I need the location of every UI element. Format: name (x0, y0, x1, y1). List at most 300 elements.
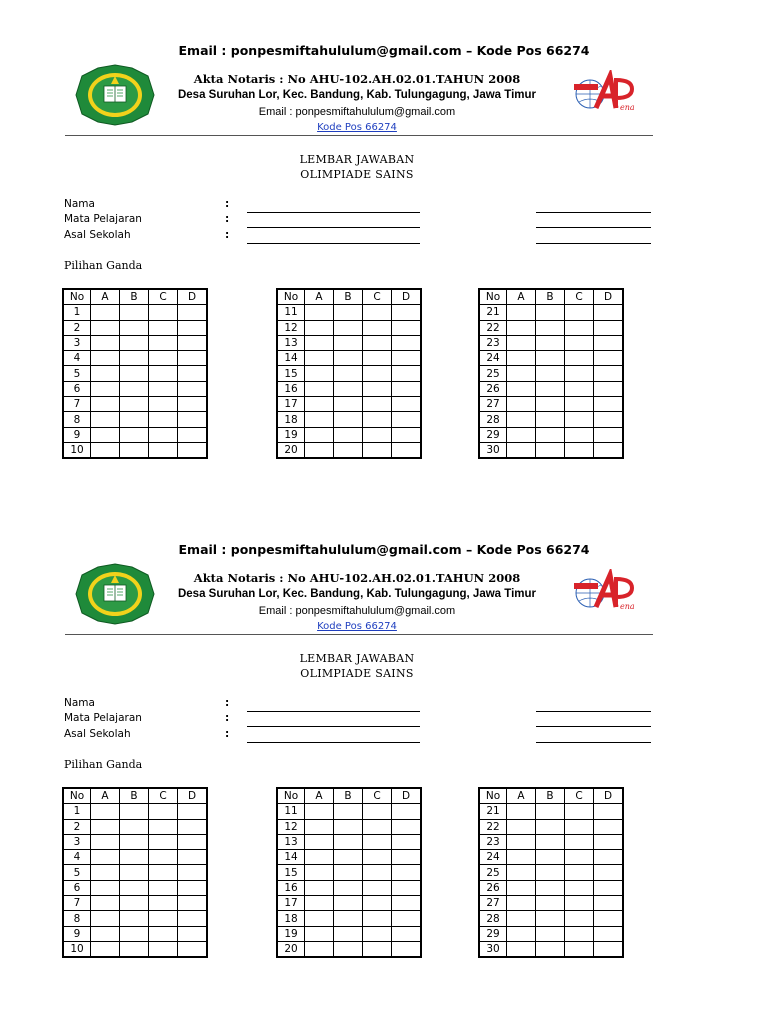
question-number: 13 (277, 834, 305, 849)
answer-option-cell[interactable] (594, 865, 624, 880)
answer-option-cell[interactable] (149, 412, 178, 427)
answer-option-cell[interactable] (392, 366, 422, 381)
answer-option-cell[interactable] (536, 305, 565, 320)
answer-option-cell[interactable] (392, 819, 422, 834)
answer-option-cell[interactable] (594, 366, 624, 381)
answer-option-cell[interactable] (536, 819, 565, 834)
answer-option-cell[interactable] (565, 427, 594, 442)
answer-option-cell[interactable] (149, 320, 178, 335)
answer-option-cell[interactable] (91, 896, 120, 911)
answer-option-cell[interactable] (120, 834, 149, 849)
answer-option-cell[interactable] (536, 335, 565, 350)
sheet-title: LEMBAR JAWABAN (299, 153, 415, 166)
answer-option-cell[interactable] (305, 397, 334, 412)
answer-option-cell[interactable] (565, 850, 594, 865)
mata-pelajaran-input-line[interactable] (247, 726, 420, 727)
answer-option-cell[interactable] (392, 412, 422, 427)
answer-option-cell[interactable] (507, 941, 536, 957)
answer-option-cell[interactable] (120, 865, 149, 880)
answer-option-cell[interactable] (178, 896, 208, 911)
answer-option-cell[interactable] (91, 865, 120, 880)
answer-option-cell[interactable] (120, 926, 149, 941)
answer-option-cell[interactable] (594, 351, 624, 366)
answer-option-cell[interactable] (392, 427, 422, 442)
answer-option-cell[interactable] (334, 305, 363, 320)
answer-option-cell[interactable] (305, 335, 334, 350)
table-row (479, 865, 623, 880)
answer-option-cell[interactable] (149, 819, 178, 834)
table-row (63, 896, 207, 911)
answer-option-cell[interactable] (305, 926, 334, 941)
answer-option-cell[interactable] (363, 880, 392, 895)
table-header-cell: A (507, 289, 536, 305)
answer-option-cell[interactable] (594, 819, 624, 834)
answer-option-cell[interactable] (178, 397, 208, 412)
question-number: 28 (479, 412, 507, 427)
answer-option-cell[interactable] (120, 397, 149, 412)
answer-option-cell[interactable] (178, 427, 208, 442)
answer-option-cell[interactable] (91, 366, 120, 381)
nama-input-line[interactable] (247, 212, 420, 213)
answer-option-cell[interactable] (594, 397, 624, 412)
answer-option-cell[interactable] (305, 804, 334, 819)
answer-option-cell[interactable] (392, 941, 422, 957)
answer-option-cell[interactable] (507, 834, 536, 849)
answer-option-cell[interactable] (507, 926, 536, 941)
svg-text:ena: ena (620, 602, 635, 611)
answer-sheet-section (0, 499, 768, 999)
answer-option-cell[interactable] (305, 834, 334, 849)
answer-option-cell[interactable] (305, 850, 334, 865)
answer-option-cell[interactable] (594, 911, 624, 926)
answer-option-cell[interactable] (149, 351, 178, 366)
question-number: 6 (63, 381, 91, 396)
answer-option-cell[interactable] (120, 911, 149, 926)
answer-table-3 (478, 787, 624, 958)
answer-option-cell[interactable] (178, 911, 208, 926)
answer-option-cell[interactable] (305, 911, 334, 926)
answer-option-cell[interactable] (594, 941, 624, 957)
question-number: 20 (277, 442, 305, 458)
answer-option-cell[interactable] (565, 896, 594, 911)
answer-option-cell[interactable] (178, 880, 208, 895)
table-header-cell: A (91, 289, 120, 305)
answer-option-cell[interactable] (334, 896, 363, 911)
answer-option-cell[interactable] (91, 351, 120, 366)
answer-option-cell[interactable] (536, 366, 565, 381)
answer-option-cell[interactable] (334, 351, 363, 366)
answer-option-cell[interactable] (305, 941, 334, 957)
answer-option-cell[interactable] (91, 850, 120, 865)
answer-option-cell[interactable] (120, 412, 149, 427)
answer-option-cell[interactable] (536, 850, 565, 865)
answer-option-cell[interactable] (536, 896, 565, 911)
answer-option-cell[interactable] (305, 351, 334, 366)
answer-option-cell[interactable] (149, 335, 178, 350)
answer-option-cell[interactable] (91, 941, 120, 957)
answer-option-cell[interactable] (91, 911, 120, 926)
answer-option-cell[interactable] (120, 305, 149, 320)
answer-option-cell[interactable] (565, 926, 594, 941)
table-header-cell: No (63, 289, 91, 305)
extra-input-line[interactable] (536, 227, 651, 228)
answer-option-cell[interactable] (334, 911, 363, 926)
answer-option-cell[interactable] (565, 412, 594, 427)
answer-option-cell[interactable] (91, 834, 120, 849)
answer-option-cell[interactable] (536, 880, 565, 895)
answer-option-cell[interactable] (334, 366, 363, 381)
answer-option-cell[interactable] (305, 880, 334, 895)
answer-option-cell[interactable] (392, 351, 422, 366)
answer-option-cell[interactable] (149, 926, 178, 941)
answer-option-cell[interactable] (392, 865, 422, 880)
answer-option-cell[interactable] (91, 397, 120, 412)
field-colon: : (225, 712, 230, 724)
table-row (277, 880, 421, 895)
answer-option-cell[interactable] (363, 926, 392, 941)
answer-option-cell[interactable] (594, 320, 624, 335)
mata-pelajaran-input-line[interactable] (247, 227, 420, 228)
answer-option-cell[interactable] (149, 397, 178, 412)
answer-option-cell[interactable] (120, 819, 149, 834)
asal-sekolah-input-line[interactable] (247, 742, 420, 743)
answer-option-cell[interactable] (363, 427, 392, 442)
answer-option-cell[interactable] (91, 381, 120, 396)
answer-option-cell[interactable] (565, 381, 594, 396)
field-label-mata-pelajaran: Mata Pelajaran (64, 712, 142, 724)
answer-option-cell[interactable] (178, 941, 208, 957)
answer-option-cell[interactable] (334, 926, 363, 941)
answer-option-cell[interactable] (334, 941, 363, 957)
answer-option-cell[interactable] (507, 320, 536, 335)
table-row (479, 834, 623, 849)
answer-option-cell[interactable] (120, 381, 149, 396)
answer-option-cell[interactable] (149, 896, 178, 911)
answer-option-cell[interactable] (363, 305, 392, 320)
answer-option-cell[interactable] (305, 381, 334, 396)
answer-option-cell[interactable] (305, 412, 334, 427)
answer-option-cell[interactable] (363, 941, 392, 957)
answer-option-cell[interactable] (565, 911, 594, 926)
answer-option-cell[interactable] (178, 381, 208, 396)
answer-option-cell[interactable] (536, 804, 565, 819)
answer-option-cell[interactable] (392, 442, 422, 458)
answer-option-cell[interactable] (507, 366, 536, 381)
answer-option-cell[interactable] (305, 366, 334, 381)
answer-option-cell[interactable] (120, 320, 149, 335)
table-row (63, 926, 207, 941)
answer-option-cell[interactable] (565, 335, 594, 350)
answer-option-cell[interactable] (507, 850, 536, 865)
answer-option-cell[interactable] (334, 397, 363, 412)
answer-option-cell[interactable] (305, 865, 334, 880)
answer-option-cell[interactable] (334, 850, 363, 865)
extra-input-line[interactable] (536, 726, 651, 727)
answer-option-cell[interactable] (363, 412, 392, 427)
answer-option-cell[interactable] (565, 366, 594, 381)
answer-option-cell[interactable] (120, 366, 149, 381)
answer-option-cell[interactable] (363, 381, 392, 396)
answer-option-cell[interactable] (91, 819, 120, 834)
answer-option-cell[interactable] (536, 381, 565, 396)
answer-option-cell[interactable] (594, 442, 624, 458)
top-email-line: Email : ponpesmiftahululum@gmail.com – Kode Pos 66274 (178, 542, 590, 557)
question-number: 16 (277, 381, 305, 396)
extra-input-line[interactable] (536, 711, 651, 712)
answer-option-cell[interactable] (536, 412, 565, 427)
answer-option-cell[interactable] (363, 397, 392, 412)
answer-option-cell[interactable] (363, 804, 392, 819)
kode-pos-link[interactable]: Kode Pos 66274 (317, 122, 397, 133)
answer-option-cell[interactable] (392, 896, 422, 911)
answer-option-cell[interactable] (594, 850, 624, 865)
answer-option-cell[interactable] (120, 351, 149, 366)
answer-option-cell[interactable] (536, 865, 565, 880)
table-header-row (479, 788, 623, 804)
extra-input-line[interactable] (536, 243, 651, 244)
answer-option-cell[interactable] (536, 911, 565, 926)
answer-option-cell[interactable] (363, 320, 392, 335)
answer-option-cell[interactable] (392, 804, 422, 819)
answer-option-cell[interactable] (507, 397, 536, 412)
answer-option-cell[interactable] (91, 412, 120, 427)
answer-option-cell[interactable] (392, 320, 422, 335)
question-number: 23 (479, 834, 507, 849)
answer-option-cell[interactable] (178, 865, 208, 880)
answer-option-cell[interactable] (536, 834, 565, 849)
table-row (63, 941, 207, 957)
extra-input-line[interactable] (536, 212, 651, 213)
answer-option-cell[interactable] (565, 397, 594, 412)
answer-option-cell[interactable] (363, 351, 392, 366)
answer-table-1 (62, 288, 208, 459)
answer-option-cell[interactable] (178, 320, 208, 335)
answer-option-cell[interactable] (363, 335, 392, 350)
answer-option-cell[interactable] (594, 335, 624, 350)
answer-option-cell[interactable] (334, 819, 363, 834)
table-row (479, 335, 623, 350)
nama-input-line[interactable] (247, 711, 420, 712)
answer-option-cell[interactable] (334, 412, 363, 427)
kode-pos-link[interactable]: Kode Pos 66274 (317, 621, 397, 632)
answer-option-cell[interactable] (120, 850, 149, 865)
answer-option-cell[interactable] (363, 896, 392, 911)
asal-sekolah-input-line[interactable] (247, 243, 420, 244)
answer-option-cell[interactable] (507, 896, 536, 911)
answer-option-cell[interactable] (178, 366, 208, 381)
answer-option-cell[interactable] (91, 305, 120, 320)
answer-option-cell[interactable] (305, 305, 334, 320)
answer-option-cell[interactable] (392, 397, 422, 412)
question-number: 24 (479, 351, 507, 366)
answer-option-cell[interactable] (305, 819, 334, 834)
answer-option-cell[interactable] (149, 911, 178, 926)
table-row (479, 896, 623, 911)
answer-option-cell[interactable] (392, 381, 422, 396)
answer-option-cell[interactable] (305, 442, 334, 458)
answer-option-cell[interactable] (363, 366, 392, 381)
table-row (479, 819, 623, 834)
answer-option-cell[interactable] (594, 896, 624, 911)
answer-option-cell[interactable] (363, 834, 392, 849)
table-header-cell: D (178, 788, 208, 804)
answer-option-cell[interactable] (334, 880, 363, 895)
answer-option-cell[interactable] (507, 442, 536, 458)
table-header-cell: D (392, 788, 422, 804)
answer-option-cell[interactable] (392, 305, 422, 320)
answer-option-cell[interactable] (149, 804, 178, 819)
answer-option-cell[interactable] (507, 305, 536, 320)
answer-option-cell[interactable] (363, 819, 392, 834)
answer-option-cell[interactable] (363, 850, 392, 865)
answer-option-cell[interactable] (536, 320, 565, 335)
answer-option-cell[interactable] (392, 834, 422, 849)
answer-option-cell[interactable] (363, 442, 392, 458)
answer-option-cell[interactable] (178, 804, 208, 819)
answer-option-cell[interactable] (507, 880, 536, 895)
answer-option-cell[interactable] (91, 880, 120, 895)
answer-option-cell[interactable] (565, 865, 594, 880)
answer-option-cell[interactable] (392, 911, 422, 926)
answer-option-cell[interactable] (565, 834, 594, 849)
answer-option-cell[interactable] (120, 896, 149, 911)
table-row (63, 366, 207, 381)
question-number: 28 (479, 911, 507, 926)
table-row (277, 320, 421, 335)
answer-option-cell[interactable] (178, 412, 208, 427)
header-divider (65, 634, 653, 635)
answer-option-cell[interactable] (120, 880, 149, 895)
answer-option-cell[interactable] (91, 804, 120, 819)
answer-option-cell[interactable] (536, 442, 565, 458)
table-header-cell: A (507, 788, 536, 804)
answer-option-cell[interactable] (392, 926, 422, 941)
answer-option-cell[interactable] (536, 427, 565, 442)
answer-option-cell[interactable] (178, 850, 208, 865)
answer-option-cell[interactable] (149, 850, 178, 865)
field-label-asal-sekolah: Asal Sekolah (64, 229, 131, 241)
answer-option-cell[interactable] (91, 335, 120, 350)
answer-option-cell[interactable] (507, 351, 536, 366)
answer-option-cell[interactable] (149, 880, 178, 895)
table-header-cell: B (334, 788, 363, 804)
answer-option-cell[interactable] (120, 442, 149, 458)
answer-option-cell[interactable] (149, 366, 178, 381)
answer-option-cell[interactable] (149, 941, 178, 957)
answer-option-cell[interactable] (536, 351, 565, 366)
answer-option-cell[interactable] (178, 305, 208, 320)
answer-option-cell[interactable] (594, 804, 624, 819)
answer-option-cell[interactable] (305, 320, 334, 335)
answer-option-cell[interactable] (149, 834, 178, 849)
answer-option-cell[interactable] (594, 412, 624, 427)
answer-option-cell[interactable] (149, 305, 178, 320)
answer-option-cell[interactable] (392, 335, 422, 350)
answer-option-cell[interactable] (507, 412, 536, 427)
question-number: 30 (479, 442, 507, 458)
answer-option-cell[interactable] (149, 442, 178, 458)
answer-option-cell[interactable] (120, 804, 149, 819)
answer-option-cell[interactable] (507, 381, 536, 396)
answer-option-cell[interactable] (507, 819, 536, 834)
question-number: 25 (479, 366, 507, 381)
answer-option-cell[interactable] (565, 320, 594, 335)
answer-option-cell[interactable] (363, 911, 392, 926)
answer-option-cell[interactable] (594, 926, 624, 941)
answer-option-cell[interactable] (178, 834, 208, 849)
answer-option-cell[interactable] (120, 335, 149, 350)
table-row (277, 442, 421, 458)
answer-option-cell[interactable] (178, 819, 208, 834)
answer-option-cell[interactable] (565, 941, 594, 957)
answer-option-cell[interactable] (178, 442, 208, 458)
answer-option-cell[interactable] (594, 834, 624, 849)
answer-option-cell[interactable] (565, 442, 594, 458)
answer-option-cell[interactable] (120, 427, 149, 442)
answer-option-cell[interactable] (334, 427, 363, 442)
answer-option-cell[interactable] (334, 865, 363, 880)
answer-option-cell[interactable] (594, 381, 624, 396)
answer-option-cell[interactable] (507, 427, 536, 442)
table-header-cell: D (178, 289, 208, 305)
answer-option-cell[interactable] (305, 896, 334, 911)
answer-option-cell[interactable] (149, 865, 178, 880)
answer-option-cell[interactable] (565, 351, 594, 366)
answer-option-cell[interactable] (565, 819, 594, 834)
answer-option-cell[interactable] (178, 926, 208, 941)
answer-option-cell[interactable] (392, 880, 422, 895)
answer-option-cell[interactable] (120, 941, 149, 957)
answer-option-cell[interactable] (565, 305, 594, 320)
answer-option-cell[interactable] (91, 320, 120, 335)
answer-option-cell[interactable] (594, 305, 624, 320)
answer-option-cell[interactable] (594, 427, 624, 442)
answer-option-cell[interactable] (91, 926, 120, 941)
answer-option-cell[interactable] (594, 880, 624, 895)
question-number: 4 (63, 850, 91, 865)
answer-option-cell[interactable] (363, 865, 392, 880)
answer-option-cell[interactable] (334, 804, 363, 819)
answer-option-cell[interactable] (334, 442, 363, 458)
answer-option-cell[interactable] (178, 335, 208, 350)
answer-option-cell[interactable] (507, 911, 536, 926)
answer-option-cell[interactable] (536, 397, 565, 412)
answer-option-cell[interactable] (536, 926, 565, 941)
answer-option-cell[interactable] (565, 880, 594, 895)
answer-option-cell[interactable] (149, 427, 178, 442)
answer-option-cell[interactable] (91, 427, 120, 442)
answer-option-cell[interactable] (91, 442, 120, 458)
answer-sheet-section (0, 0, 768, 500)
table-header-cell: B (120, 788, 149, 804)
answer-option-cell[interactable] (305, 427, 334, 442)
answer-option-cell[interactable] (392, 850, 422, 865)
answer-option-cell[interactable] (334, 335, 363, 350)
email-line: Email : ponpesmiftahululum@gmail.com (258, 106, 456, 118)
answer-option-cell[interactable] (334, 381, 363, 396)
answer-option-cell[interactable] (507, 335, 536, 350)
answer-option-cell[interactable] (334, 834, 363, 849)
answer-option-cell[interactable] (565, 804, 594, 819)
answer-option-cell[interactable] (536, 941, 565, 957)
table-row (63, 412, 207, 427)
answer-option-cell[interactable] (334, 320, 363, 335)
answer-option-cell[interactable] (507, 804, 536, 819)
answer-option-cell[interactable] (149, 381, 178, 396)
answer-option-cell[interactable] (507, 865, 536, 880)
extra-input-line[interactable] (536, 742, 651, 743)
answer-option-cell[interactable] (178, 351, 208, 366)
